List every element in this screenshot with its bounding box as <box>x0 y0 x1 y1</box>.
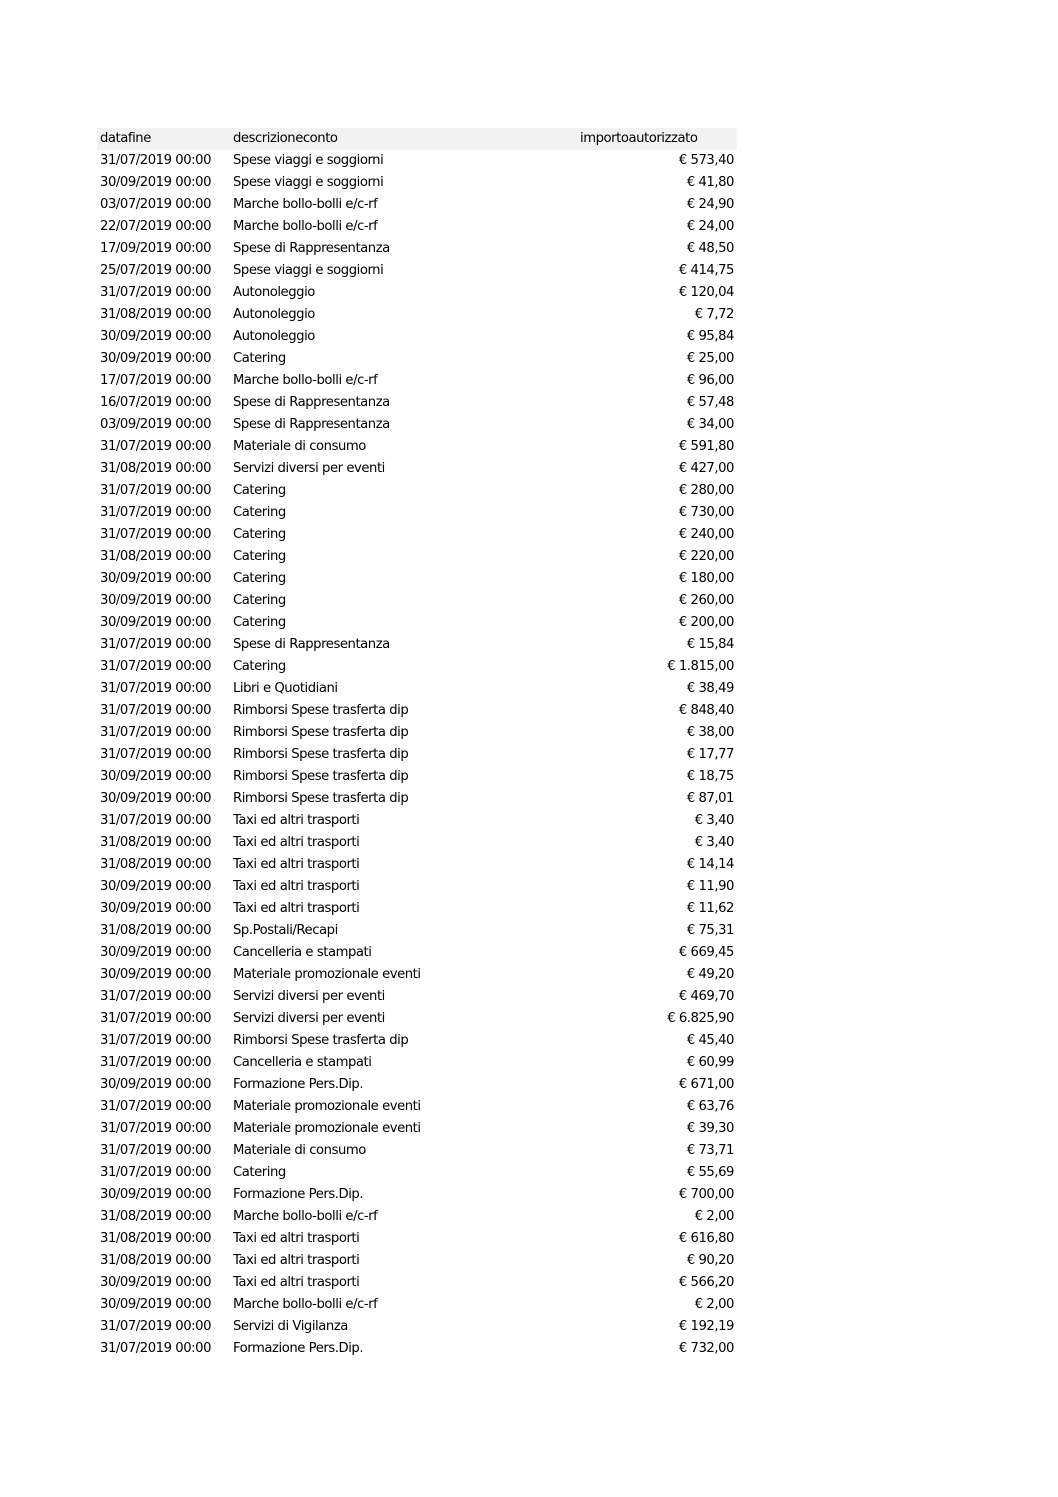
cell-descrizioneconto: Marche bollo-bolli e/c-rf <box>233 219 378 234</box>
cell-importoautorizzato: € 591,80 <box>678 439 734 454</box>
cell-descrizioneconto: Catering <box>233 1165 286 1180</box>
table-row <box>97 238 737 260</box>
cell-importoautorizzato: € 669,45 <box>678 945 734 960</box>
cell-datafine: 31/07/2019 00:00 <box>100 505 212 520</box>
cell-importoautorizzato: € 120,04 <box>678 285 734 300</box>
cell-descrizioneconto: Rimborsi Spese trasferta dip <box>233 791 409 806</box>
cell-descrizioneconto: Spese di Rappresentanza <box>233 637 390 652</box>
cell-descrizioneconto: Spese di Rappresentanza <box>233 395 390 410</box>
table-row <box>97 1316 737 1338</box>
cell-importoautorizzato: € 39,30 <box>686 1121 734 1136</box>
cell-descrizioneconto: Libri e Quotidiani <box>233 681 338 696</box>
table-row <box>97 722 737 744</box>
cell-descrizioneconto: Rimborsi Spese trasferta dip <box>233 747 409 762</box>
table-row <box>97 942 737 964</box>
cell-descrizioneconto: Taxi ed altri trasporti <box>233 835 360 850</box>
cell-importoautorizzato: € 240,00 <box>678 527 734 542</box>
table-row <box>97 326 737 348</box>
column-header-importoautorizzato: importoautorizzato <box>580 131 698 146</box>
cell-descrizioneconto: Catering <box>233 659 286 674</box>
cell-importoautorizzato: € 38,49 <box>686 681 734 696</box>
cell-importoautorizzato: € 3,40 <box>694 813 734 828</box>
cell-descrizioneconto: Spese viaggi e soggiorni <box>233 175 384 190</box>
cell-datafine: 25/07/2019 00:00 <box>100 263 212 278</box>
cell-datafine: 31/07/2019 00:00 <box>100 1055 212 1070</box>
cell-descrizioneconto: Materiale promozionale eventi <box>233 1099 421 1114</box>
cell-descrizioneconto: Marche bollo-bolli e/c-rf <box>233 1297 378 1312</box>
cell-importoautorizzato: € 848,40 <box>678 703 734 718</box>
cell-importoautorizzato: € 34,00 <box>686 417 734 432</box>
table-row <box>97 458 737 480</box>
cell-datafine: 31/07/2019 00:00 <box>100 1011 212 1026</box>
cell-importoautorizzato: € 2,00 <box>694 1209 734 1224</box>
table-row <box>97 1338 737 1360</box>
table-row <box>97 282 737 304</box>
cell-importoautorizzato: € 90,20 <box>686 1253 734 1268</box>
cell-datafine: 31/07/2019 00:00 <box>100 1319 212 1334</box>
cell-importoautorizzato: € 73,71 <box>686 1143 734 1158</box>
cell-descrizioneconto: Spese di Rappresentanza <box>233 417 390 432</box>
table-row <box>97 1052 737 1074</box>
cell-datafine: 31/07/2019 00:00 <box>100 153 212 168</box>
cell-datafine: 30/09/2019 00:00 <box>100 351 212 366</box>
expense-table <box>97 128 737 1360</box>
cell-datafine: 30/09/2019 00:00 <box>100 1077 212 1092</box>
cell-descrizioneconto: Spese viaggi e soggiorni <box>233 153 384 168</box>
table-row <box>97 876 737 898</box>
cell-importoautorizzato: € 25,00 <box>686 351 734 366</box>
table-row <box>97 1184 737 1206</box>
column-header-datafine: datafine <box>100 131 151 146</box>
cell-datafine: 31/07/2019 00:00 <box>100 1033 212 1048</box>
cell-datafine: 22/07/2019 00:00 <box>100 219 212 234</box>
table-row <box>97 700 737 722</box>
cell-datafine: 30/09/2019 00:00 <box>100 901 212 916</box>
table-row <box>97 546 737 568</box>
cell-datafine: 31/08/2019 00:00 <box>100 1253 212 1268</box>
table-row <box>97 502 737 524</box>
cell-descrizioneconto: Cancelleria e stampati <box>233 1055 372 1070</box>
table-row <box>97 1228 737 1250</box>
cell-descrizioneconto: Marche bollo-bolli e/c-rf <box>233 373 378 388</box>
cell-descrizioneconto: Marche bollo-bolli e/c-rf <box>233 1209 378 1224</box>
cell-descrizioneconto: Servizi di Vigilanza <box>233 1319 348 1334</box>
table-row <box>97 480 737 502</box>
cell-datafine: 31/07/2019 00:00 <box>100 439 212 454</box>
cell-datafine: 31/07/2019 00:00 <box>100 637 212 652</box>
cell-descrizioneconto: Materiale promozionale eventi <box>233 967 421 982</box>
table-row <box>97 898 737 920</box>
cell-datafine: 30/09/2019 00:00 <box>100 175 212 190</box>
cell-importoautorizzato: € 38,00 <box>686 725 734 740</box>
cell-importoautorizzato: € 11,62 <box>686 901 734 916</box>
cell-descrizioneconto: Rimborsi Spese trasferta dip <box>233 1033 409 1048</box>
table-row <box>97 370 737 392</box>
cell-importoautorizzato: € 18,75 <box>686 769 734 784</box>
cell-datafine: 31/07/2019 00:00 <box>100 285 212 300</box>
cell-importoautorizzato: € 7,72 <box>694 307 734 322</box>
cell-importoautorizzato: € 260,00 <box>678 593 734 608</box>
cell-descrizioneconto: Catering <box>233 351 286 366</box>
cell-importoautorizzato: € 57,48 <box>686 395 734 410</box>
table-row <box>97 1162 737 1184</box>
table-row <box>97 964 737 986</box>
cell-datafine: 31/08/2019 00:00 <box>100 1231 212 1246</box>
cell-descrizioneconto: Spese viaggi e soggiorni <box>233 263 384 278</box>
cell-descrizioneconto: Catering <box>233 615 286 630</box>
cell-descrizioneconto: Formazione Pers.Dip. <box>233 1077 364 1092</box>
cell-datafine: 30/09/2019 00:00 <box>100 945 212 960</box>
cell-descrizioneconto: Autonoleggio <box>233 307 315 322</box>
table-row <box>97 392 737 414</box>
table-row <box>97 1272 737 1294</box>
cell-importoautorizzato: € 6.825,90 <box>667 1011 734 1026</box>
cell-descrizioneconto: Marche bollo-bolli e/c-rf <box>233 197 378 212</box>
table-row <box>97 216 737 238</box>
cell-descrizioneconto: Servizi diversi per eventi <box>233 989 385 1004</box>
cell-datafine: 31/07/2019 00:00 <box>100 659 212 674</box>
cell-descrizioneconto: Taxi ed altri trasporti <box>233 813 360 828</box>
cell-descrizioneconto: Rimborsi Spese trasferta dip <box>233 703 409 718</box>
cell-datafine: 30/09/2019 00:00 <box>100 1275 212 1290</box>
cell-datafine: 31/08/2019 00:00 <box>100 857 212 872</box>
cell-datafine: 31/08/2019 00:00 <box>100 461 212 476</box>
table-row <box>97 436 737 458</box>
table-row <box>97 524 737 546</box>
cell-datafine: 31/08/2019 00:00 <box>100 923 212 938</box>
cell-datafine: 31/07/2019 00:00 <box>100 1165 212 1180</box>
table-row <box>97 656 737 678</box>
table-row <box>97 194 737 216</box>
cell-datafine: 31/08/2019 00:00 <box>100 835 212 850</box>
cell-datafine: 31/07/2019 00:00 <box>100 1341 212 1356</box>
cell-datafine: 30/09/2019 00:00 <box>100 967 212 982</box>
cell-datafine: 31/07/2019 00:00 <box>100 813 212 828</box>
cell-datafine: 30/09/2019 00:00 <box>100 615 212 630</box>
cell-datafine: 31/07/2019 00:00 <box>100 681 212 696</box>
table-row <box>97 568 737 590</box>
cell-importoautorizzato: € 1.815,00 <box>667 659 734 674</box>
cell-importoautorizzato: € 48,50 <box>686 241 734 256</box>
table-row <box>97 634 737 656</box>
cell-descrizioneconto: Taxi ed altri trasporti <box>233 1231 360 1246</box>
cell-importoautorizzato: € 280,00 <box>678 483 734 498</box>
cell-datafine: 30/09/2019 00:00 <box>100 329 212 344</box>
cell-descrizioneconto: Formazione Pers.Dip. <box>233 1187 364 1202</box>
cell-importoautorizzato: € 414,75 <box>678 263 734 278</box>
cell-importoautorizzato: € 732,00 <box>678 1341 734 1356</box>
cell-datafine: 31/07/2019 00:00 <box>100 989 212 1004</box>
cell-descrizioneconto: Autonoleggio <box>233 285 315 300</box>
cell-descrizioneconto: Catering <box>233 593 286 608</box>
cell-importoautorizzato: € 427,00 <box>678 461 734 476</box>
cell-importoautorizzato: € 11,90 <box>686 879 734 894</box>
cell-descrizioneconto: Catering <box>233 483 286 498</box>
table-body <box>97 150 737 1360</box>
cell-descrizioneconto: Cancelleria e stampati <box>233 945 372 960</box>
cell-descrizioneconto: Servizi diversi per eventi <box>233 1011 385 1026</box>
cell-descrizioneconto: Catering <box>233 549 286 564</box>
cell-descrizioneconto: Servizi diversi per eventi <box>233 461 385 476</box>
table-row <box>97 1118 737 1140</box>
table-row <box>97 150 737 172</box>
cell-importoautorizzato: € 469,70 <box>678 989 734 1004</box>
cell-importoautorizzato: € 192,19 <box>678 1319 734 1334</box>
cell-descrizioneconto: Materiale promozionale eventi <box>233 1121 421 1136</box>
cell-importoautorizzato: € 49,20 <box>686 967 734 982</box>
table-row <box>97 1030 737 1052</box>
cell-datafine: 30/09/2019 00:00 <box>100 879 212 894</box>
table-row <box>97 1294 737 1316</box>
cell-descrizioneconto: Catering <box>233 505 286 520</box>
cell-descrizioneconto: Rimborsi Spese trasferta dip <box>233 769 409 784</box>
cell-importoautorizzato: € 41,80 <box>686 175 734 190</box>
cell-datafine: 31/07/2019 00:00 <box>100 725 212 740</box>
cell-datafine: 30/09/2019 00:00 <box>100 791 212 806</box>
cell-datafine: 30/09/2019 00:00 <box>100 593 212 608</box>
cell-importoautorizzato: € 180,00 <box>678 571 734 586</box>
cell-importoautorizzato: € 566,20 <box>678 1275 734 1290</box>
cell-datafine: 17/07/2019 00:00 <box>100 373 212 388</box>
cell-descrizioneconto: Catering <box>233 527 286 542</box>
header-row <box>97 128 737 150</box>
table-row <box>97 744 737 766</box>
cell-descrizioneconto: Taxi ed altri trasporti <box>233 1253 360 1268</box>
table-row <box>97 260 737 282</box>
cell-importoautorizzato: € 3,40 <box>694 835 734 850</box>
table-row <box>97 172 737 194</box>
cell-datafine: 31/07/2019 00:00 <box>100 1099 212 1114</box>
table-row <box>97 1250 737 1272</box>
table-row <box>97 810 737 832</box>
cell-importoautorizzato: € 2,00 <box>694 1297 734 1312</box>
table-row <box>97 1074 737 1096</box>
cell-descrizioneconto: Rimborsi Spese trasferta dip <box>233 725 409 740</box>
cell-descrizioneconto: Taxi ed altri trasporti <box>233 1275 360 1290</box>
cell-datafine: 31/08/2019 00:00 <box>100 1209 212 1224</box>
cell-datafine: 30/09/2019 00:00 <box>100 769 212 784</box>
cell-importoautorizzato: € 616,80 <box>678 1231 734 1246</box>
cell-descrizioneconto: Taxi ed altri trasporti <box>233 901 360 916</box>
cell-importoautorizzato: € 95,84 <box>686 329 734 344</box>
table-row <box>97 854 737 876</box>
cell-importoautorizzato: € 671,00 <box>678 1077 734 1092</box>
cell-datafine: 16/07/2019 00:00 <box>100 395 212 410</box>
table-row <box>97 920 737 942</box>
cell-datafine: 31/07/2019 00:00 <box>100 703 212 718</box>
cell-importoautorizzato: € 63,76 <box>686 1099 734 1114</box>
cell-datafine: 03/09/2019 00:00 <box>100 417 212 432</box>
cell-datafine: 03/07/2019 00:00 <box>100 197 212 212</box>
table-row <box>97 1206 737 1228</box>
cell-importoautorizzato: € 573,40 <box>678 153 734 168</box>
cell-descrizioneconto: Materiale di consumo <box>233 1143 366 1158</box>
cell-descrizioneconto: Autonoleggio <box>233 329 315 344</box>
cell-importoautorizzato: € 96,00 <box>686 373 734 388</box>
table-row <box>97 678 737 700</box>
table-row <box>97 1140 737 1162</box>
table-row <box>97 304 737 326</box>
cell-datafine: 30/09/2019 00:00 <box>100 1297 212 1312</box>
cell-datafine: 31/07/2019 00:00 <box>100 483 212 498</box>
cell-importoautorizzato: € 55,69 <box>686 1165 734 1180</box>
cell-importoautorizzato: € 24,00 <box>686 219 734 234</box>
cell-importoautorizzato: € 730,00 <box>678 505 734 520</box>
cell-datafine: 31/08/2019 00:00 <box>100 307 212 322</box>
cell-datafine: 30/09/2019 00:00 <box>100 1187 212 1202</box>
table-row <box>97 1096 737 1118</box>
table-row <box>97 832 737 854</box>
cell-descrizioneconto: Materiale di consumo <box>233 439 366 454</box>
cell-descrizioneconto: Taxi ed altri trasporti <box>233 879 360 894</box>
table-row <box>97 348 737 370</box>
table-row <box>97 766 737 788</box>
cell-importoautorizzato: € 24,90 <box>686 197 734 212</box>
table-row <box>97 590 737 612</box>
cell-datafine: 31/08/2019 00:00 <box>100 549 212 564</box>
cell-descrizioneconto: Formazione Pers.Dip. <box>233 1341 364 1356</box>
cell-importoautorizzato: € 45,40 <box>686 1033 734 1048</box>
cell-importoautorizzato: € 700,00 <box>678 1187 734 1202</box>
cell-datafine: 31/07/2019 00:00 <box>100 527 212 542</box>
cell-importoautorizzato: € 17,77 <box>686 747 734 762</box>
cell-importoautorizzato: € 200,00 <box>678 615 734 630</box>
cell-importoautorizzato: € 75,31 <box>686 923 734 938</box>
cell-importoautorizzato: € 220,00 <box>678 549 734 564</box>
table-row <box>97 414 737 436</box>
cell-datafine: 31/07/2019 00:00 <box>100 747 212 762</box>
column-header-descrizioneconto: descrizioneconto <box>233 131 338 146</box>
cell-datafine: 31/07/2019 00:00 <box>100 1143 212 1158</box>
cell-descrizioneconto: Spese di Rappresentanza <box>233 241 390 256</box>
cell-descrizioneconto: Catering <box>233 571 286 586</box>
table-row <box>97 986 737 1008</box>
cell-descrizioneconto: Sp.Postali/Recapi <box>233 923 338 938</box>
table-row <box>97 788 737 810</box>
cell-importoautorizzato: € 15,84 <box>686 637 734 652</box>
cell-importoautorizzato: € 60,99 <box>686 1055 734 1070</box>
cell-importoautorizzato: € 14,14 <box>686 857 734 872</box>
table-row <box>97 612 737 634</box>
cell-importoautorizzato: € 87,01 <box>686 791 734 806</box>
cell-datafine: 31/07/2019 00:00 <box>100 1121 212 1136</box>
cell-datafine: 30/09/2019 00:00 <box>100 571 212 586</box>
table-row <box>97 1008 737 1030</box>
cell-datafine: 17/09/2019 00:00 <box>100 241 212 256</box>
cell-descrizioneconto: Taxi ed altri trasporti <box>233 857 360 872</box>
